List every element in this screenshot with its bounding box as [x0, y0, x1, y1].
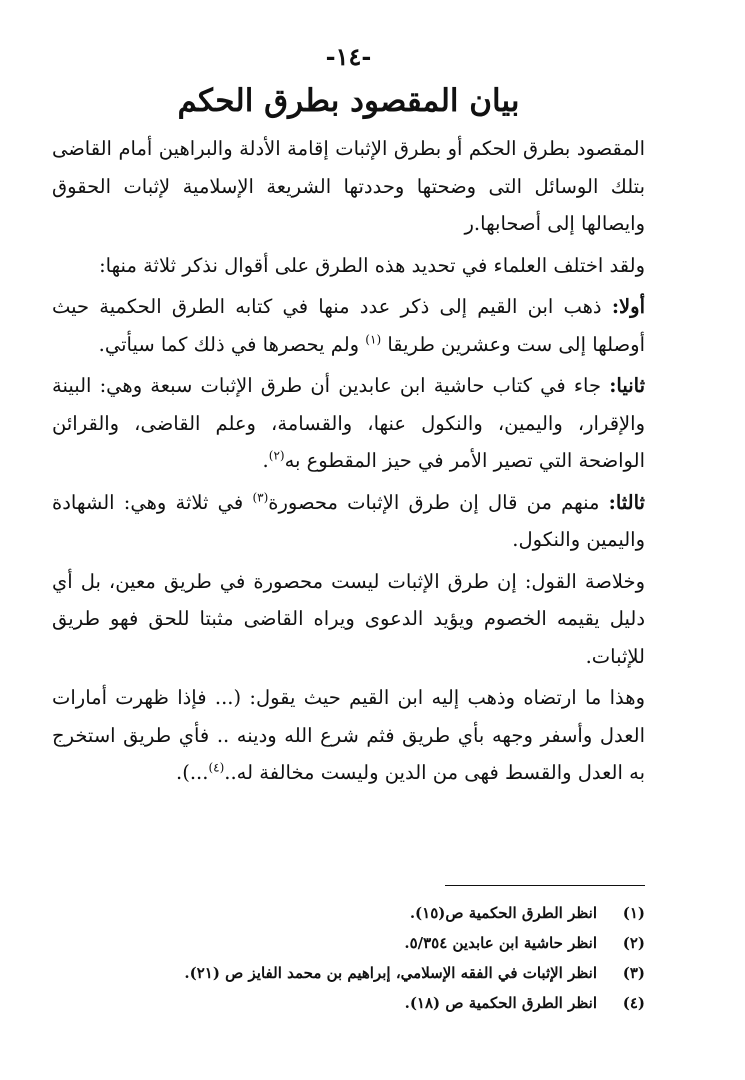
paragraph-text: ولقد اختلف العلماء في تحديد هذه الطرق على أقوال نذكر ثلاثة منها:	[99, 253, 645, 277]
document-page	[52, 0, 645, 1080]
footnote-text: انظر الطرق الحكمية ص(١٥).	[409, 904, 597, 922]
paragraph-text: وهذا ما ارتضاه وذهب إليه ابن القيم حيث يقول: (... فإذا ظهرت أمارات العدل وأسفر وجهه بأي طريق فثم شرع الله ودينه .. فأي طريق استخرج به العدل والقسط فهى من الدين وليست مخالفة له..	[52, 686, 645, 784]
footnote-separator	[445, 885, 645, 886]
paragraph-lead: ثالثا:	[608, 490, 645, 514]
footnote-item	[52, 898, 645, 928]
page-title: بيان المقصود بطرق الحكم	[177, 83, 520, 119]
footnote-text: انظر حاشية ابن عابدين ٥/٣٥٤.	[404, 934, 597, 952]
paragraph-quote	[52, 679, 645, 792]
paragraph-text: المقصود بطرق الحكم أو بطرق الإثبات إقامة الأدلة والبراهين أمام القاضى بتلك الوسائل التى وضحتها وحددتها الشريعة الإسلامية لإثبات الحقوق وايصالها إلى أصحابها.ر	[52, 137, 645, 235]
footnote-item	[52, 988, 645, 1018]
page-number: -١٤-	[325, 42, 372, 71]
paragraph-intro	[52, 247, 645, 285]
paragraph-text: جاء في كتاب حاشية ابن عابدين أن طرق الإثبات سبعة وهي: البينة والإقرار، واليمين، والنكول عنها، والقسامة، وعلم القاضى، والقرائن الواضحة التي تصير الأمر في حيز المقطوع به	[52, 374, 645, 472]
paragraph-lead: ثانيا:	[609, 374, 646, 397]
footnote-ref: (١)	[365, 332, 382, 346]
footnote-number: (٤)	[622, 994, 645, 1012]
paragraph-text: منهم من قال إن طرق الإثبات محصورة	[268, 490, 600, 514]
footnote-text: انظر الإثبات في الفقه الإسلامي، إبراهيم بن محمد الفايز ص (٢١).	[184, 964, 597, 982]
footnote-number: (٣)	[622, 964, 645, 982]
footnotes	[52, 898, 645, 1018]
paragraph-lead: أولا:	[611, 295, 645, 318]
paragraph-text: وخلاصة القول: إن طرق الإثبات ليست محصورة في طريق معين، بل أي دليل يقيمه الخصوم ويؤيد الدعوى ويراه القاضى مثبتا للحق فهو طريق للإثبات.	[52, 569, 645, 668]
paragraph-summary	[52, 563, 645, 676]
paragraph-first	[52, 288, 645, 363]
paragraph-third	[52, 484, 645, 559]
paragraph-tail: ...).	[176, 761, 209, 784]
paragraph-text: ذهب ابن القيم إلى ذكر عدد منها في كتابه الطرق الحكمية حيث أوصلها إلى ست وعشرين طريقا	[52, 295, 645, 356]
footnote-text: انظر الطرق الحكمية ص (١٨).	[404, 994, 597, 1012]
footnote-ref: (٣)	[252, 490, 269, 504]
paragraph-tail: في ثلاثة وهي: الشهادة واليمين والنكول.	[52, 490, 645, 551]
paragraph-tail: ولم يحصرها في ذلك كما سيأتي.	[98, 332, 360, 356]
body-text	[52, 130, 645, 792]
paragraph-tail: .	[262, 449, 269, 472]
footnote-ref: (٤)	[208, 760, 225, 775]
paragraph-second	[52, 367, 645, 480]
footnote-number: (١)	[622, 904, 645, 922]
paragraph-definition	[52, 130, 645, 243]
footnote-number: (٢)	[622, 934, 645, 952]
footnote-item	[52, 928, 645, 958]
footnote-item	[52, 958, 645, 988]
footnote-ref: (٢)	[268, 448, 285, 463]
